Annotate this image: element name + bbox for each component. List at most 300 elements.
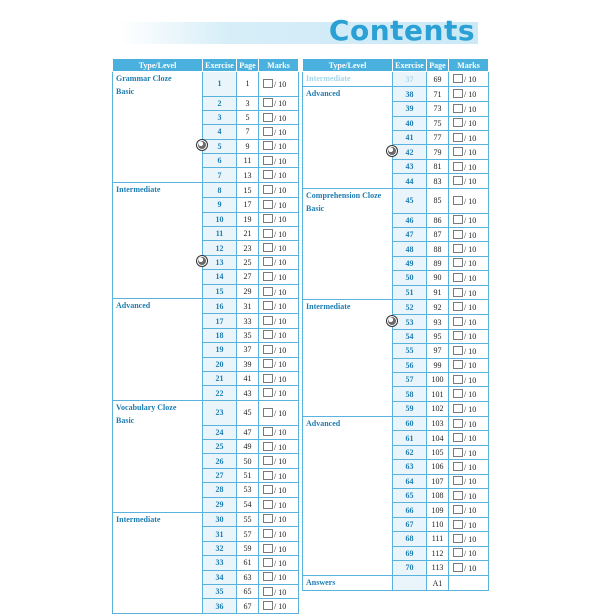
- exercise-number[interactable]: 62: [393, 445, 427, 459]
- exercise-number[interactable]: 10: [203, 212, 237, 226]
- marks-box[interactable]: [453, 331, 463, 340]
- marks-cell: [449, 517, 489, 531]
- page-number: 3: [237, 96, 259, 110]
- exercise-number[interactable]: 9: [203, 198, 237, 212]
- marks-cell: [259, 314, 299, 328]
- marks-box[interactable]: [263, 558, 273, 567]
- marks-box[interactable]: [453, 74, 463, 83]
- marks-total: / 10: [274, 272, 287, 282]
- marks-box[interactable]: [263, 200, 273, 209]
- page-number: 109: [427, 503, 449, 517]
- marks-total: / 10: [464, 346, 477, 356]
- marks-cell: [449, 546, 489, 560]
- page-number: 11: [237, 154, 259, 168]
- marks-cell: [449, 387, 489, 401]
- exercise-number[interactable]: 37: [393, 72, 427, 87]
- marks-box[interactable]: [453, 389, 463, 398]
- exercise-number[interactable]: 58: [393, 387, 427, 401]
- page-number: 63: [237, 570, 259, 584]
- marks-box[interactable]: [263, 485, 273, 494]
- marks-cell: [259, 585, 299, 599]
- marks-box[interactable]: [263, 272, 273, 281]
- page-number: 43: [237, 386, 259, 401]
- table-row: [303, 431, 489, 445]
- table-row: [113, 198, 299, 212]
- marks-cell: [259, 241, 299, 255]
- marks-box[interactable]: [453, 346, 463, 355]
- exercise-number[interactable]: 32: [203, 541, 237, 555]
- type-level-cell: [113, 284, 203, 299]
- exercise-number[interactable]: 38: [393, 87, 427, 102]
- table-row: [113, 512, 299, 527]
- type-level-cell: [113, 183, 203, 198]
- type-level-cell: [113, 401, 203, 426]
- marks-box[interactable]: [453, 118, 463, 127]
- exercise-number[interactable]: 51: [393, 285, 427, 300]
- exercise-number[interactable]: 15: [203, 284, 237, 299]
- table-row: [303, 285, 489, 300]
- marks-box[interactable]: [263, 345, 273, 354]
- table-row: [113, 483, 299, 497]
- marks-total: / 10: [464, 90, 477, 100]
- page-number: 104: [427, 431, 449, 445]
- type-level-cell: [113, 497, 203, 512]
- exercise-number[interactable]: 47: [393, 228, 427, 242]
- exercise-number[interactable]: 27: [203, 468, 237, 482]
- exercise-number[interactable]: 17: [203, 314, 237, 328]
- type-level-cell: [113, 328, 203, 342]
- exercise-number[interactable]: 8: [203, 183, 237, 198]
- exercise-number[interactable]: 7: [203, 168, 237, 183]
- page-number: 83: [427, 174, 449, 189]
- page-number: 33: [237, 314, 259, 328]
- page-number: 77: [427, 131, 449, 145]
- type-level-cell: [113, 198, 203, 212]
- marks-total: / 10: [464, 563, 477, 573]
- exercise-number[interactable]: 24: [203, 425, 237, 439]
- marks-total: / 10: [464, 534, 477, 544]
- marks-cell: [259, 284, 299, 299]
- exercise-number[interactable]: 26: [203, 454, 237, 468]
- marks-box[interactable]: [453, 215, 463, 224]
- marks-box[interactable]: [453, 176, 463, 185]
- type-level-cell: [113, 314, 203, 328]
- marks-box[interactable]: [263, 572, 273, 581]
- exercise-number[interactable]: 12: [203, 241, 237, 255]
- marks-box[interactable]: [263, 170, 273, 179]
- marks-box[interactable]: [263, 214, 273, 223]
- exercise-number[interactable]: 20: [203, 357, 237, 371]
- page-number: 13: [237, 168, 259, 183]
- marks-total: / 10: [464, 75, 477, 85]
- exercise-number[interactable]: 66: [393, 503, 427, 517]
- marks-cell: [449, 561, 489, 576]
- exercise-number[interactable]: 16: [203, 299, 237, 314]
- exercise-number[interactable]: 21: [203, 371, 237, 385]
- exercise-number[interactable]: 2: [203, 96, 237, 110]
- exercise-number[interactable]: 23: [203, 401, 237, 426]
- marks-total: / 10: [464, 404, 477, 414]
- marks-box[interactable]: [263, 257, 273, 266]
- marks-box[interactable]: [263, 229, 273, 238]
- marks-cell: [259, 183, 299, 198]
- marks-cell: [259, 299, 299, 314]
- marks-box[interactable]: [453, 89, 463, 98]
- marks-box[interactable]: [263, 427, 273, 436]
- page-number: 47: [237, 425, 259, 439]
- exercise-number[interactable]: 19: [203, 343, 237, 357]
- exercise-number[interactable]: 61: [393, 431, 427, 445]
- exercise-number[interactable]: 39: [393, 102, 427, 116]
- marks-box[interactable]: [453, 317, 463, 326]
- type-level-label: Intermediate: [116, 185, 161, 195]
- marks-box[interactable]: [453, 302, 463, 311]
- table-row: [303, 460, 489, 474]
- marks-box[interactable]: [453, 244, 463, 253]
- exercise-number[interactable]: 35: [203, 585, 237, 599]
- exercise-number[interactable]: 14: [203, 270, 237, 284]
- page-number: 15: [237, 183, 259, 198]
- marks-box[interactable]: [263, 601, 273, 610]
- marks-box[interactable]: [453, 505, 463, 514]
- table-row: [303, 145, 489, 159]
- exercise-number[interactable]: 45: [393, 189, 427, 214]
- exercise-number[interactable]: 48: [393, 242, 427, 256]
- type-level-label: Intermediate: [116, 514, 161, 524]
- marks-total: / 10: [274, 544, 287, 554]
- page-number: 54: [237, 497, 259, 512]
- page-number: 105: [427, 445, 449, 459]
- type-level-cell: [303, 431, 393, 445]
- exercise-number[interactable]: 52: [393, 300, 427, 315]
- exercise-number[interactable]: 43: [393, 159, 427, 173]
- exercise-number[interactable]: 3: [203, 110, 237, 124]
- type-level-cell: [303, 131, 393, 145]
- exercise-number[interactable]: 55: [393, 344, 427, 358]
- exercise-number[interactable]: [393, 575, 427, 590]
- type-level-label: Advanced: [306, 418, 341, 428]
- marks-box[interactable]: [453, 476, 463, 485]
- contents-table-right: [302, 58, 488, 591]
- marks-cell: [449, 315, 489, 329]
- type-level-cell: [113, 440, 203, 454]
- marks-box[interactable]: [453, 196, 463, 205]
- type-level-cell: [303, 372, 393, 386]
- exercise-number[interactable]: 64: [393, 474, 427, 488]
- marks-box[interactable]: [453, 360, 463, 369]
- type-level-cell: [303, 72, 393, 87]
- exercise-number[interactable]: 13: [203, 255, 237, 269]
- exercise-number[interactable]: 50: [393, 271, 427, 285]
- table-row: [303, 271, 489, 285]
- type-level-cell: [113, 585, 203, 599]
- marks-box[interactable]: [263, 301, 273, 310]
- exercise-number[interactable]: 6: [203, 154, 237, 168]
- marks-box[interactable]: [453, 448, 463, 457]
- marks-total: / 10: [464, 390, 477, 399]
- type-level-cell: [303, 387, 393, 401]
- type-level-cell: [113, 139, 203, 153]
- type-level-cell: [113, 454, 203, 468]
- marks-cell: [259, 401, 299, 426]
- marks-cell: [449, 145, 489, 159]
- marks-cell: [449, 416, 489, 431]
- exercise-number[interactable]: 25: [203, 440, 237, 454]
- marks-box[interactable]: [263, 330, 273, 339]
- marks-cell: [259, 512, 299, 527]
- exercise-number[interactable]: 56: [393, 358, 427, 372]
- page-number: 37: [237, 343, 259, 357]
- marks-total: / 10: [274, 602, 287, 612]
- marks-box[interactable]: [263, 374, 273, 383]
- table-row: [303, 575, 489, 590]
- table-row: [113, 468, 299, 482]
- marks-cell: [449, 159, 489, 173]
- exercise-number[interactable]: 42: [393, 145, 427, 159]
- marks-box[interactable]: [453, 258, 463, 267]
- marks-total: / 10: [274, 156, 287, 166]
- marks-box[interactable]: [263, 287, 273, 296]
- marks-cell: [449, 401, 489, 416]
- exercise-number[interactable]: 11: [203, 227, 237, 241]
- marks-box[interactable]: [263, 98, 273, 107]
- page-number: 53: [237, 483, 259, 497]
- marks-cell: [449, 271, 489, 285]
- type-level-cell: [303, 474, 393, 488]
- table-row: [113, 183, 299, 198]
- marks-box[interactable]: [263, 456, 273, 465]
- exercise-number[interactable]: 41: [393, 131, 427, 145]
- table-row: [113, 255, 299, 269]
- marks-box[interactable]: [263, 500, 273, 509]
- marks-box[interactable]: [263, 113, 273, 122]
- marks-box[interactable]: [453, 520, 463, 529]
- page-number: 88: [427, 242, 449, 256]
- page-number: 95: [427, 329, 449, 343]
- table-row: [303, 228, 489, 242]
- marks-cell: [259, 371, 299, 385]
- marks-box[interactable]: [263, 408, 273, 417]
- marks-box[interactable]: [453, 133, 463, 142]
- marks-box[interactable]: [263, 442, 273, 451]
- exercise-number[interactable]: 67: [393, 517, 427, 531]
- marks-total: / 10: [464, 148, 477, 158]
- page-number: 55: [237, 512, 259, 527]
- marks-box[interactable]: [263, 316, 273, 325]
- exercise-number[interactable]: 30: [203, 512, 237, 527]
- exercise-number[interactable]: 22: [203, 386, 237, 401]
- table-row: [113, 454, 299, 468]
- marks-box[interactable]: [263, 185, 273, 194]
- exercise-number[interactable]: 68: [393, 532, 427, 546]
- contents-table-left: [112, 58, 298, 614]
- table-row: [113, 556, 299, 570]
- marks-box[interactable]: [453, 433, 463, 442]
- marks-box[interactable]: [453, 462, 463, 471]
- page-number: 90: [427, 271, 449, 285]
- exercise-number[interactable]: 29: [203, 497, 237, 512]
- marks-cell: [449, 358, 489, 372]
- exercise-number[interactable]: 34: [203, 570, 237, 584]
- marks-total: / 10: [464, 332, 477, 342]
- table-row: [303, 358, 489, 372]
- exercise-number[interactable]: 5: [203, 139, 237, 153]
- type-level-cell: [113, 512, 203, 527]
- contents-table: [302, 58, 489, 591]
- marks-box[interactable]: [453, 548, 463, 557]
- marks-box[interactable]: [453, 404, 463, 413]
- type-level-cell: [303, 489, 393, 503]
- table-row: [303, 532, 489, 546]
- header-marks: Marks: [259, 59, 299, 72]
- marks-total: / 10: [274, 345, 287, 355]
- header-marks: Marks: [449, 59, 489, 72]
- level-label: Basic: [306, 204, 325, 214]
- exercise-number[interactable]: 69: [393, 546, 427, 560]
- marks-cell: [449, 116, 489, 130]
- marks-box[interactable]: [453, 534, 463, 543]
- marks-total: / 10: [274, 317, 287, 327]
- marks-box[interactable]: [263, 127, 273, 136]
- table-row: [303, 300, 489, 315]
- marks-total: / 10: [464, 303, 477, 313]
- type-level-cell: [303, 256, 393, 270]
- marks-cell: [259, 212, 299, 226]
- marks-total: / 10: [274, 573, 287, 583]
- marks-cell: [259, 168, 299, 183]
- exercise-number[interactable]: 70: [393, 561, 427, 576]
- type-level-cell: [113, 468, 203, 482]
- type-level-cell: [113, 483, 203, 497]
- exercise-number[interactable]: 54: [393, 329, 427, 343]
- marks-box[interactable]: [453, 288, 463, 297]
- marks-box[interactable]: [453, 563, 463, 572]
- exercise-number[interactable]: 44: [393, 174, 427, 189]
- table-row: [303, 242, 489, 256]
- table-row: [113, 328, 299, 342]
- exercise-number[interactable]: 4: [203, 125, 237, 139]
- marks-cell: [259, 556, 299, 570]
- page-number: 69: [427, 72, 449, 87]
- page-number: 39: [237, 357, 259, 371]
- exercise-number[interactable]: 65: [393, 489, 427, 503]
- marks-box[interactable]: [263, 359, 273, 368]
- marks-cell: [259, 483, 299, 497]
- table-row: [113, 585, 299, 599]
- page-number: 21: [237, 227, 259, 241]
- marks-total: / 10: [274, 587, 287, 597]
- marks-total: / 10: [464, 448, 477, 458]
- page-number: 99: [427, 358, 449, 372]
- table-row: [113, 299, 299, 314]
- type-level-cell: [303, 228, 393, 242]
- marks-box[interactable]: [263, 79, 273, 88]
- table-row: [303, 503, 489, 517]
- marks-box[interactable]: [263, 141, 273, 150]
- header-type-level: Type/Level: [303, 59, 393, 72]
- marks-total: / 10: [274, 374, 287, 384]
- marks-box[interactable]: [453, 162, 463, 171]
- table-row: [113, 284, 299, 299]
- exercise-number[interactable]: 1: [203, 72, 237, 97]
- marks-total: / 10: [274, 229, 287, 239]
- marks-box[interactable]: [453, 375, 463, 384]
- marks-box[interactable]: [453, 419, 463, 428]
- type-level-cell: [113, 270, 203, 284]
- page-number: 59: [237, 541, 259, 555]
- table-row: [113, 541, 299, 555]
- exercise-number[interactable]: 57: [393, 372, 427, 386]
- marks-cell: [449, 474, 489, 488]
- marks-total: / 10: [464, 375, 477, 385]
- exercise-number[interactable]: 53: [393, 315, 427, 329]
- type-level-cell: [303, 174, 393, 189]
- type-level-cell: [113, 154, 203, 168]
- type-level-label: Intermediate: [306, 74, 351, 83]
- marks-cell: [259, 139, 299, 153]
- marks-box[interactable]: [453, 491, 463, 500]
- page-number: 71: [427, 87, 449, 102]
- exercise-number[interactable]: 59: [393, 401, 427, 416]
- marks-total: / 10: [464, 245, 477, 255]
- table-row: [113, 386, 299, 401]
- marks-box[interactable]: [263, 243, 273, 252]
- exercise-number[interactable]: 18: [203, 328, 237, 342]
- marks-box[interactable]: [453, 273, 463, 282]
- type-level-cell: [303, 102, 393, 116]
- exercise-number[interactable]: 63: [393, 460, 427, 474]
- type-level-cell: [113, 110, 203, 124]
- marks-box[interactable]: [263, 388, 273, 397]
- exercise-number[interactable]: 40: [393, 116, 427, 130]
- marks-cell: [259, 440, 299, 454]
- marks-cell: [449, 87, 489, 102]
- marks-total: / 10: [274, 360, 287, 370]
- page-number: 87: [427, 228, 449, 242]
- marks-box[interactable]: [453, 104, 463, 113]
- type-level-cell: [303, 213, 393, 227]
- marks-box[interactable]: [263, 156, 273, 165]
- marks-box[interactable]: [453, 230, 463, 239]
- marks-box[interactable]: [453, 147, 463, 156]
- table-row: [303, 213, 489, 227]
- marks-box[interactable]: [263, 529, 273, 538]
- exercise-number[interactable]: 46: [393, 213, 427, 227]
- exercise-number[interactable]: 28: [203, 483, 237, 497]
- exercise-number[interactable]: 33: [203, 556, 237, 570]
- marks-box[interactable]: [263, 514, 273, 523]
- exercise-number[interactable]: 36: [203, 599, 237, 614]
- exercise-number[interactable]: 49: [393, 256, 427, 270]
- marks-total: / 10: [274, 500, 287, 510]
- marks-cell: [449, 372, 489, 386]
- type-level-cell: [303, 416, 393, 431]
- page-number: 5: [237, 110, 259, 124]
- page-number: 86: [427, 213, 449, 227]
- page-number: 9: [237, 139, 259, 153]
- type-level-cell: [113, 241, 203, 255]
- page-number: 97: [427, 344, 449, 358]
- marks-box[interactable]: [263, 471, 273, 480]
- marks-box[interactable]: [263, 587, 273, 596]
- marks-cell: [449, 131, 489, 145]
- exercise-number[interactable]: 31: [203, 527, 237, 541]
- marks-cell: [259, 599, 299, 614]
- table-row: [303, 159, 489, 173]
- exercise-number[interactable]: 60: [393, 416, 427, 431]
- marks-box[interactable]: [263, 544, 273, 553]
- table-row: [113, 72, 299, 97]
